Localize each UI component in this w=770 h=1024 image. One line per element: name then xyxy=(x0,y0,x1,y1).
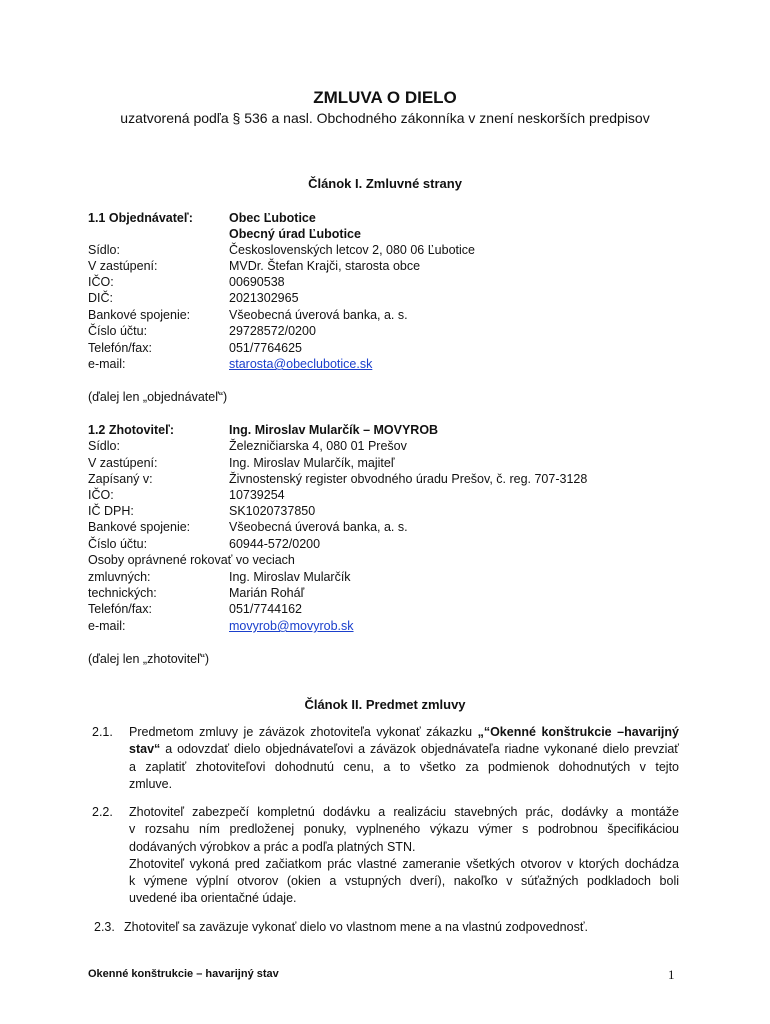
contractor-row-label: Číslo účtu: xyxy=(88,537,148,551)
paragraph-line: v rozsahu ním predloženej ponuky, vyplneného výkazu výmer s podrobnou špecifikáciou xyxy=(129,822,679,837)
client-row-value: 00690538 xyxy=(229,275,285,289)
paragraph-line: dodávaných výrobkov a prác a podľa platných STN. xyxy=(129,839,416,854)
paragraph-number: 2.2. xyxy=(92,805,113,819)
contractor-row-label: IČ DPH: xyxy=(88,504,134,518)
article-2-heading: Článok II. Predmet zmluvy xyxy=(304,697,466,712)
paragraph-2-1 xyxy=(129,724,679,793)
paragraph-2-2 xyxy=(129,804,679,908)
client-row-label: Číslo účtu: xyxy=(88,324,148,338)
page-number: 1 xyxy=(668,967,675,982)
client-office-name: Obecný úrad Ľubotice xyxy=(229,227,361,241)
contractor-row-value: 10739254 xyxy=(229,488,285,502)
contractor-email-link[interactable]: movyrob@movyrob.sk xyxy=(229,619,354,633)
paragraph-line: a zaplatiť zhotoviteľovi dohodnutú cenu, a to všetko za podmienok dohodnutých v tejto xyxy=(129,759,679,774)
contractor-row-value: 051/7744162 xyxy=(229,602,302,616)
client-row-value: Československých letcov 2, 080 06 Ľubotice xyxy=(229,243,475,257)
contractor-row-label: V zastúpení: xyxy=(88,456,158,470)
contractor-row-value: Všeobecná úverová banka, a. s. xyxy=(229,520,408,534)
contractor-row-label: technických: xyxy=(88,586,157,600)
contractor-row-value: Ing. Miroslav Mularčík, majiteľ xyxy=(229,456,395,470)
authorized-persons-label: Osoby oprávnené rokovať vo veciach xyxy=(88,553,295,567)
paragraph-line: Zhotoviteľ vykoná pred začiatkom prác vlastné zameranie všetkých otvorov v ktorých dochádza xyxy=(129,856,679,871)
client-row-label: V zastúpení: xyxy=(88,259,158,273)
client-email-link[interactable]: starosta@obeclubotice.sk xyxy=(229,357,373,371)
client-row-label: Telefón/fax: xyxy=(88,341,152,355)
paragraph-line: uvedené iba orientačné údaje. xyxy=(129,891,297,906)
contractor-row-label: IČO: xyxy=(88,488,114,502)
paragraph-line: k výmene výplní otvorov (okien a vstupných dverí), nakoľko v súťažných podkladoch boli xyxy=(129,874,679,889)
client-row-label: Bankové spojenie: xyxy=(88,308,191,322)
client-alias: (ďalej len „objednávateľ“) xyxy=(88,390,228,404)
article-1-heading: Článok I. Zmluvné strany xyxy=(308,176,462,191)
client-row-label: IČO: xyxy=(88,275,114,289)
client-row-value: 051/7764625 xyxy=(229,341,302,355)
client-row-value: MVDr. Štefan Krajči, starosta obce xyxy=(229,259,421,273)
footer-title: Okenné konštrukcie – havarijný stav xyxy=(88,968,279,980)
paragraph-number: 2.3. xyxy=(94,920,115,934)
client-row-label: e-mail: xyxy=(88,357,126,371)
client-row-value: Všeobecná úverová banka, a. s. xyxy=(229,308,408,322)
client-row-value: 29728572/0200 xyxy=(229,324,316,338)
contractor-row-label: Sídlo: xyxy=(88,439,120,453)
contractor-alias: (ďalej len „zhotoviteľ“) xyxy=(88,652,210,666)
client-row-label: Sídlo: xyxy=(88,243,120,257)
contractor-row-value: Ing. Miroslav Mularčík xyxy=(229,570,351,584)
paragraph-line: Predmetom zmluvy je záväzok zhotoviteľa vykonať zákazku „“Okenné konštrukcie –havarijný xyxy=(129,725,679,739)
contractor-row-value: 60944-572/0200 xyxy=(229,537,321,551)
client-label: 1.1 Objednávateľ: xyxy=(88,211,193,225)
contractor-row-value: Živnostenský register obvodného úradu Prešov, č. reg. 707-3128 xyxy=(229,472,588,486)
client-row-value: 2021302965 xyxy=(229,291,299,305)
contractor-row-label: zmluvných: xyxy=(88,570,151,584)
client-row-label: DIČ: xyxy=(88,291,113,305)
contractor-label: 1.2 Zhotoviteľ: xyxy=(88,423,175,437)
client-name: Obec Ľubotice xyxy=(229,211,316,225)
paragraph-2-3: Zhotoviteľ sa zaväzuje vykonať dielo vo vlastnom mene a na vlastnú zodpovednosť. xyxy=(124,920,588,934)
paragraph-line: stav“ a odovzdať dielo objednávateľovi a záväzok objednávateľa riadne vykonané dielo prevziať xyxy=(129,742,679,757)
contractor-name: Ing. Miroslav Mularčík – MOVYROB xyxy=(229,423,439,437)
document-subtitle: uzatvorená podľa § 536 a nasl. Obchodného zákonníka v znení neskorších predpisov xyxy=(120,110,650,126)
contractor-row-label: Zapísaný v: xyxy=(88,472,153,486)
contractor-row-label: Bankové spojenie: xyxy=(88,520,191,534)
paragraph-line: zmluve. xyxy=(129,776,173,791)
contractor-row-value: Železničiarska 4, 080 01 Prešov xyxy=(229,439,407,453)
paragraph-line: Zhotoviteľ zabezpečí kompletnú dodávku a realizáciu stavebných prác, dodávky a montáže xyxy=(129,805,679,819)
paragraph-number: 2.1. xyxy=(92,725,113,739)
contractor-row-value: SK1020737850 xyxy=(229,504,316,518)
contractor-row-value: Marián Roháľ xyxy=(229,586,305,600)
document-title: ZMLUVA O DIELO xyxy=(313,88,457,107)
contractor-row-label: Telefón/fax: xyxy=(88,602,152,616)
contractor-row-label: e-mail: xyxy=(88,619,126,633)
